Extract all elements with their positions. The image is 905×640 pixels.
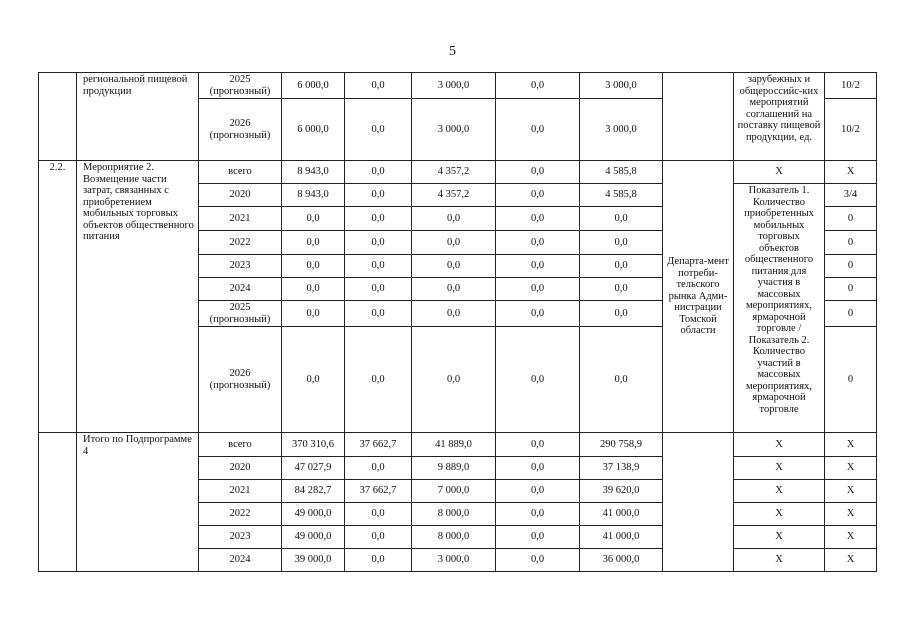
federal-cell: 0,0	[345, 73, 412, 99]
indicator-value-cell: Х	[825, 503, 877, 526]
local-cell: 0,0	[496, 549, 580, 572]
regional-cell: 41 889,0	[412, 433, 496, 457]
local-cell: 0,0	[496, 161, 580, 184]
extra-budget-cell: 0,0	[580, 327, 663, 433]
indicator-value-cell: Х	[825, 457, 877, 480]
year-cell: 2024	[199, 278, 282, 301]
regional-cell: 0,0	[412, 231, 496, 255]
local-cell: 0,0	[496, 278, 580, 301]
local-cell: 0,0	[496, 184, 580, 207]
indicator-cell: Х	[734, 457, 825, 480]
indicator-value-cell: Х	[825, 526, 877, 549]
total-cell: 0,0	[282, 301, 345, 327]
federal-cell: 37 662,7	[345, 480, 412, 503]
regional-cell: 0,0	[412, 301, 496, 327]
year-cell: всего	[199, 161, 282, 184]
table-row	[39, 73, 877, 99]
local-cell: 0,0	[496, 327, 580, 433]
indicator-cell: зарубежных и общероссийс-ких мероприятий соглашений на поставку пищевой продукции, ед.	[734, 73, 825, 161]
indicator-cell: Х	[734, 433, 825, 457]
local-cell: 0,0	[496, 231, 580, 255]
extra-budget-cell: 0,0	[580, 278, 663, 301]
year-cell: 2020	[199, 457, 282, 480]
indicator-cell: Х	[734, 526, 825, 549]
year-cell: 2026 (прогнозный)	[199, 99, 282, 161]
subtotal-name-cell: Итого по Подпрограмме 4	[77, 433, 199, 572]
regional-cell: 0,0	[412, 278, 496, 301]
year-cell: всего	[199, 433, 282, 457]
total-cell: 0,0	[282, 278, 345, 301]
extra-budget-cell: 37 138,9	[580, 457, 663, 480]
federal-cell: 0,0	[345, 327, 412, 433]
federal-cell: 0,0	[345, 526, 412, 549]
federal-cell: 0,0	[345, 255, 412, 278]
regional-cell: 3 000,0	[412, 73, 496, 99]
total-cell: 0,0	[282, 255, 345, 278]
local-cell: 0,0	[496, 526, 580, 549]
regional-cell: 8 000,0	[412, 503, 496, 526]
regional-cell: 9 889,0	[412, 457, 496, 480]
total-cell: 0,0	[282, 231, 345, 255]
measure-name-cell: региональной пищевой продукции	[77, 73, 199, 161]
total-cell: 39 000,0	[282, 549, 345, 572]
total-cell: 6 000,0	[282, 99, 345, 161]
extra-budget-cell: 3 000,0	[580, 99, 663, 161]
indicator-value-cell: Х	[825, 161, 877, 184]
federal-cell: 0,0	[345, 161, 412, 184]
indicator-cell: Х	[734, 549, 825, 572]
year-cell: 2022	[199, 503, 282, 526]
total-cell: 47 027,9	[282, 457, 345, 480]
extra-budget-cell: 0,0	[580, 255, 663, 278]
total-cell: 6 000,0	[282, 73, 345, 99]
regional-cell: 7 000,0	[412, 480, 496, 503]
local-cell: 0,0	[496, 255, 580, 278]
extra-budget-cell: 36 000,0	[580, 549, 663, 572]
year-cell: 2020	[199, 184, 282, 207]
indicator-cell: Х	[734, 480, 825, 503]
total-cell: 8 943,0	[282, 184, 345, 207]
indicator-value-cell: 0	[825, 231, 877, 255]
year-cell: 2025 (прогнозный)	[199, 73, 282, 99]
total-cell: 370 310,6	[282, 433, 345, 457]
indicator-value-cell: 3/4	[825, 184, 877, 207]
local-cell: 0,0	[496, 207, 580, 231]
indicator-value-cell: 10/2	[825, 73, 877, 99]
local-cell: 0,0	[496, 480, 580, 503]
row-number-cell	[39, 433, 77, 572]
extra-budget-cell: 3 000,0	[580, 73, 663, 99]
year-cell: 2023	[199, 255, 282, 278]
federal-cell: 0,0	[345, 99, 412, 161]
federal-cell: 0,0	[345, 231, 412, 255]
local-cell: 0,0	[496, 433, 580, 457]
indicator-value-cell: 0	[825, 207, 877, 231]
regional-cell: 3 000,0	[412, 99, 496, 161]
federal-cell: 0,0	[345, 503, 412, 526]
local-cell: 0,0	[496, 457, 580, 480]
indicator-cell: Х	[734, 503, 825, 526]
federal-cell: 0,0	[345, 207, 412, 231]
executor-cell	[663, 433, 734, 572]
local-cell: 0,0	[496, 73, 580, 99]
year-cell: 2023	[199, 526, 282, 549]
table-row	[39, 161, 877, 184]
indicator-cell: Х	[734, 161, 825, 184]
row-number-cell	[39, 73, 77, 161]
regional-cell: 8 000,0	[412, 526, 496, 549]
year-cell: 2021	[199, 207, 282, 231]
measure-name-cell: Мероприятие 2. Возмещение части затрат, связанных с приобретением мобильных торговых объектов общественного питания	[77, 161, 199, 433]
regional-cell: 0,0	[412, 255, 496, 278]
extra-budget-cell: 0,0	[580, 301, 663, 327]
federal-cell: 0,0	[345, 184, 412, 207]
extra-budget-cell: 0,0	[580, 207, 663, 231]
local-cell: 0,0	[496, 99, 580, 161]
budget-table	[38, 72, 877, 572]
extra-budget-cell: 41 000,0	[580, 503, 663, 526]
federal-cell: 0,0	[345, 301, 412, 327]
regional-cell: 4 357,2	[412, 184, 496, 207]
indicator-value-cell: 0	[825, 255, 877, 278]
extra-budget-cell: 4 585,8	[580, 184, 663, 207]
row-number-cell: 2.2.	[39, 161, 77, 433]
executor-cell	[663, 73, 734, 161]
regional-cell: 3 000,0	[412, 549, 496, 572]
extra-budget-cell: 4 585,8	[580, 161, 663, 184]
local-cell: 0,0	[496, 503, 580, 526]
indicator-value-cell: Х	[825, 433, 877, 457]
extra-budget-cell: 0,0	[580, 231, 663, 255]
total-cell: 0,0	[282, 327, 345, 433]
total-cell: 49 000,0	[282, 503, 345, 526]
extra-budget-cell: 41 000,0	[580, 526, 663, 549]
year-cell: 2021	[199, 480, 282, 503]
indicator-value-cell: 10/2	[825, 99, 877, 161]
year-cell: 2025 (прогнозный)	[199, 301, 282, 327]
indicator-value-cell: Х	[825, 549, 877, 572]
regional-cell: 0,0	[412, 207, 496, 231]
regional-cell: 0,0	[412, 327, 496, 433]
indicator-value-cell: 0	[825, 278, 877, 301]
extra-budget-cell: 290 758,9	[580, 433, 663, 457]
federal-cell: 37 662,7	[345, 433, 412, 457]
total-cell: 0,0	[282, 207, 345, 231]
indicator-value-cell: 0	[825, 327, 877, 433]
total-cell: 84 282,7	[282, 480, 345, 503]
total-cell: 8 943,0	[282, 161, 345, 184]
federal-cell: 0,0	[345, 549, 412, 572]
local-cell: 0,0	[496, 301, 580, 327]
year-cell: 2022	[199, 231, 282, 255]
page-number: 5	[449, 44, 456, 59]
year-cell: 2024	[199, 549, 282, 572]
indicator-cell: Показатель 1. Количество приобретенных мобильных торговых объектов общественного питания для участия в массовых мероприятиях, ярмарочной торговле / Показатель 2. Количество участий в массовых мероприятиях, ярмарочной торговле	[734, 184, 825, 433]
year-cell: 2026 (прогнозный)	[199, 327, 282, 433]
indicator-value-cell: 0	[825, 301, 877, 327]
extra-budget-cell: 39 620,0	[580, 480, 663, 503]
federal-cell: 0,0	[345, 278, 412, 301]
total-cell: 49 000,0	[282, 526, 345, 549]
indicator-value-cell: Х	[825, 480, 877, 503]
federal-cell: 0,0	[345, 457, 412, 480]
regional-cell: 4 357,2	[412, 161, 496, 184]
table-row	[39, 433, 877, 457]
executor-cell: Департа-мент потреби-тельского рынка Адми-нистрации Томской области	[663, 161, 734, 433]
